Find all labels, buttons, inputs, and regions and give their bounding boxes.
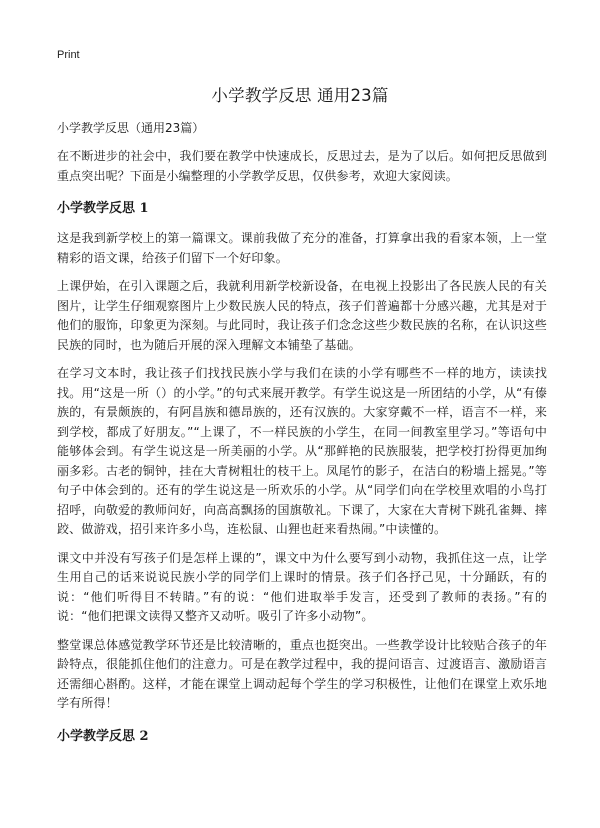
section-1-paragraph-2: 上课伊始，在引入课题之后，我就利用新学校新设备，在电视上投影出了各民族人民的有关图片，让学生仔细观察图片上少数民族人民的特点，孩子们普遍都十分感兴趣，尤其是对于他们的服饰，印象更为深刻。与此同时，我让孩子们念念这些少数民族的名称，在认识这些民族的同时，也为随后开展的深入理解文本铺垫了基础。 (57, 279, 547, 352)
section-1-paragraph-5: 整堂课总体感觉教学环节还是比较清晰的，重点也挺突出。一些教学设计比较贴合孩子的年龄特点，很能抓住他们的注意力。可是在教学过程中，我的提问语言、过渡语言、激励语言还需细心斟酌。这样，才能在课堂上调动起每个学生的学习积极性，让他们在课堂上欢乐地学有所得！ (57, 637, 547, 710)
print-link[interactable]: Print (57, 49, 80, 61)
document-body (57, 118, 547, 757)
document-subtitle: 小学教学反思（通用23篇） (57, 121, 205, 135)
section-heading-2: 小学教学反思 2 (57, 728, 149, 744)
section-1-paragraph-3: 在学习文本时，我让孩子们找找民族小学与我们在读的小学有哪些不一样的地方，读读找找。用“这是一所（）的小学。”的句式来展开教学。有学生说这是一所团结的小学，从“有傣族的，有景颇族的，有阿昌族和德昂族的，还有汉族的。大家穿戴不一样，语言不一样，来到学校，都成了好朋友。”“上课了，不一样民族的小学生，在同一间教室里学习。”等语句中能够体会到。有学生说这是一所美丽的小学。从“那鲜艳的民族服装，把学校打扮得更加绚丽多彩。古老的铜钟，挂在大青树粗壮的枝干上。凤尾竹的影子，在洁白的粉墙上摇晃。”等句子中体会到的。还有的学生说这是一所欢乐的小学。从“同学们向在学校里欢唱的小鸟打招呼，向敬爱的教师问好，向高高飘扬的国旗敬礼。下课了，大家在大青树下跳孔雀舞、摔跤、做游戏，招引来许多小鸟，连松鼠、山狸也赶来看热闹。”中读懂的。 (57, 366, 547, 536)
page-title: 小学教学反思 通用23篇 (211, 86, 389, 105)
section-1-paragraph-4: 课文中并没有写孩子们是怎样上课的”，课文中为什么要写到小动物，我抓住这一点，让学生用自己的话来说说民族小学的同学们上课时的情景。孩子们各抒己见，十分踊跃，有的说：“他们听得目不转睛。”有的说：“他们进取举手发言，还受到了教师的表扬。”有的说：“他们把课文读得又整齐又动听。吸引了许多小动物”。 (57, 550, 547, 623)
section-heading-1: 小学教学反思 1 (57, 201, 149, 216)
intro-paragraph: 在不断进步的社会中，我们要在教学中快速成长，反思过去，是为了以后。如何把反思做到重点突出呢？下面是小编整理的小学教学反思，仅供参考，欢迎大家阅读。 (57, 149, 547, 183)
section-1-paragraph-1: 这是我到新学校上的第一篇课文。课前我做了充分的准备，打算拿出我的看家本领，上一堂精彩的语文课，给孩子们留下一个好印象。 (57, 231, 547, 265)
